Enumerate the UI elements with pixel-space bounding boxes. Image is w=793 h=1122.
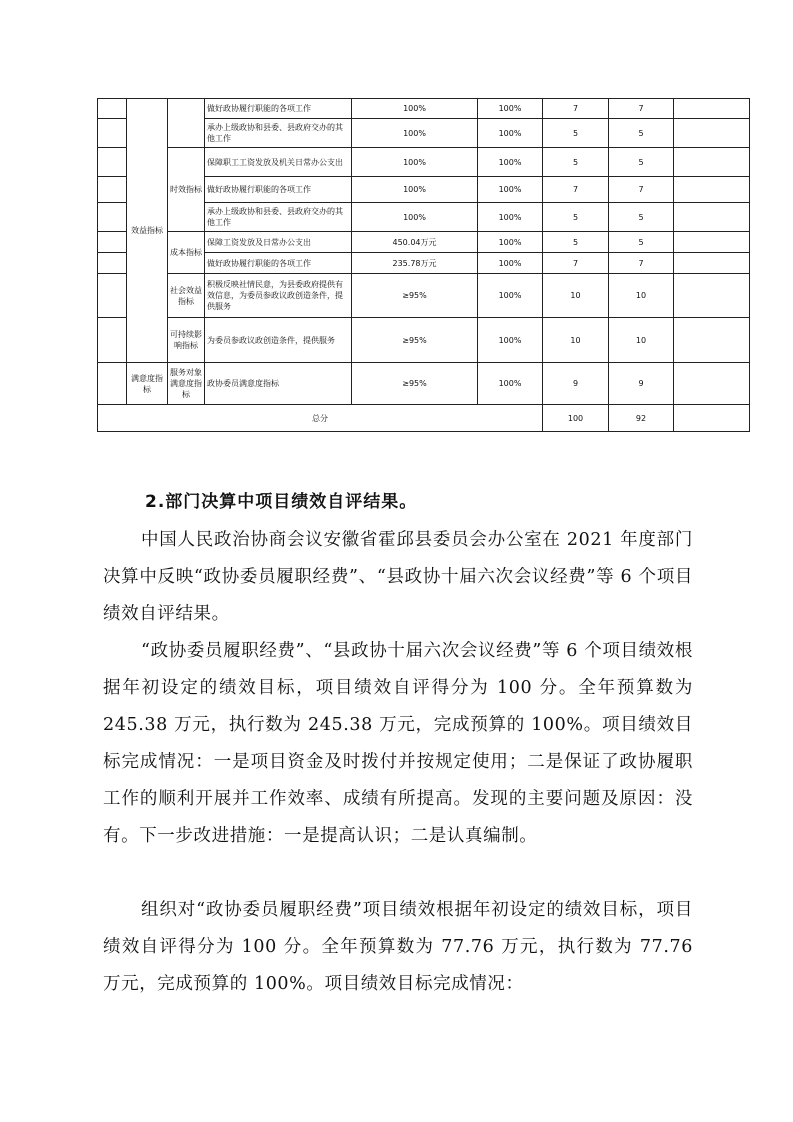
level1-benefit-label: 效益指标 <box>131 226 163 235</box>
actual-value: 100% <box>478 99 543 119</box>
level1-blank-cell <box>98 318 127 363</box>
level1-blank-cell <box>98 203 127 232</box>
score-value: 5 <box>609 148 674 177</box>
group-sustain-label: 可持续影响指标 <box>170 330 202 350</box>
actual-value: 100% <box>478 253 543 274</box>
target-value: 100% <box>352 119 478 148</box>
remark-cell <box>674 318 750 363</box>
level1-blank-cell <box>98 253 127 274</box>
remark-cell <box>674 405 750 432</box>
indicator-name: 保障工资发放及日常办公支出 <box>205 232 352 253</box>
weight-value: 9 <box>543 363 609 405</box>
group-timeliness-label: 时效指标 <box>170 185 202 194</box>
target-value: 235.78万元 <box>352 253 478 274</box>
weight-value: 5 <box>543 119 609 148</box>
score-value: 9 <box>609 363 674 405</box>
actual-value: 100% <box>478 119 543 148</box>
remark-cell <box>674 232 750 253</box>
remark-cell <box>674 274 750 318</box>
group-service-label: 服务对象满意度指标 <box>170 368 202 399</box>
group-sustain-cell <box>168 318 205 363</box>
remark-cell <box>674 363 750 405</box>
table-row <box>98 274 750 318</box>
table-row <box>98 363 750 405</box>
total-score: 92 <box>609 405 674 432</box>
level1-blank-cell <box>98 119 127 148</box>
level1-blank-cell <box>98 148 127 177</box>
score-value: 10 <box>609 318 674 363</box>
paragraph-3: 组织对“政协委员履职经费”项目绩效根据年初设定的绩效目标，项目绩效自评得分为 100 分。全年预算数为 77.76 万元，执行数为 77.76 万元，完成预算的 100%。项目绩效目标完成情况： <box>103 900 693 994</box>
performance-table <box>97 98 750 432</box>
score-value: 5 <box>609 119 674 148</box>
actual-value: 100% <box>478 274 543 318</box>
indicator-name: 承办上级政协和县委、县政府交办的其他工作 <box>205 203 352 232</box>
actual-value: 100% <box>478 232 543 253</box>
score-value: 7 <box>609 253 674 274</box>
level1-blank-cell <box>98 274 127 318</box>
remark-cell <box>674 99 750 119</box>
indicator-name: 积极反映社情民意，为县委政府提供有效信息，为委员参政议政创造条件，提供服务 <box>205 274 352 318</box>
indicator-name: 做好政协履行职能的各项工作 <box>205 99 352 119</box>
group-cost-cell <box>168 232 205 274</box>
group-cost-label: 成本指标 <box>170 248 202 257</box>
actual-value: 100% <box>478 148 543 177</box>
indicator-name: 为委员参政议政创造条件，提供服务 <box>205 318 352 363</box>
score-value: 5 <box>609 232 674 253</box>
group-social-label: 社会效益指标 <box>170 285 202 306</box>
target-value: ≥95% <box>352 274 478 318</box>
target-value: ≥95% <box>352 363 478 405</box>
group-social-cell <box>168 274 205 318</box>
table-row <box>98 99 750 119</box>
target-value: 100% <box>352 177 478 203</box>
level1-blank-cell <box>98 99 127 119</box>
target-value: 100% <box>352 148 478 177</box>
indicator-name: 承办上级政协和县委、县政府交办的其他工作 <box>205 119 352 148</box>
weight-value: 5 <box>543 203 609 232</box>
total-weight: 100 <box>543 405 609 432</box>
weight-value: 7 <box>543 177 609 203</box>
paragraph-1: 中国人民政治协商会议安徽省霍邱县委员会办公室在 2021 年度部门决算中反映“政协委员履职经费”、“县政协十届六次会议经费”等 6 个项目绩效自评结果。 <box>103 530 693 624</box>
table-row <box>98 148 750 177</box>
target-value: ≥95% <box>352 318 478 363</box>
score-value: 10 <box>609 274 674 318</box>
weight-value: 7 <box>543 99 609 119</box>
paragraph-2: “政协委员履职经费”、“县政协十届六次会议经费”等 6 个项目绩效根据年初设定的绩效目标，项目绩效自评得分为 100 分。全年预算数为 245.38 万元，执行数为 245.38 万元，完成预算的 100%。项目绩效目标完成情况：一是项目资金及时拨付并按规定使用；二是保证了政协履职工作的顺利开展并工作效率、成绩有所提高。发现的主要问题及原因：没有。下一步改进措施：一是提高认识；二是认真编制。 <box>103 641 693 846</box>
table-row <box>98 318 750 363</box>
level1-blank-cell <box>98 177 127 203</box>
level1-satisfaction-cell <box>127 363 168 405</box>
target-value: 100% <box>352 99 478 119</box>
actual-value: 100% <box>478 177 543 203</box>
level1-satisfaction-label: 满意度指标 <box>131 373 163 394</box>
indicator-name: 做好政协履行职能的各项工作 <box>205 177 352 203</box>
remark-cell <box>674 253 750 274</box>
actual-value: 100% <box>478 318 543 363</box>
score-value: 7 <box>609 177 674 203</box>
remark-cell <box>674 203 750 232</box>
level1-blank-cell <box>98 232 127 253</box>
indicator-name: 政协委员满意度指标 <box>205 363 352 405</box>
actual-value: 100% <box>478 363 543 405</box>
remark-cell <box>674 148 750 177</box>
target-value: 450.04万元 <box>352 232 478 253</box>
total-row <box>98 405 750 432</box>
target-value: 100% <box>352 203 478 232</box>
level1-benefit-cell <box>127 99 168 363</box>
weight-value: 5 <box>543 232 609 253</box>
total-label: 总分 <box>98 405 543 432</box>
indicator-name: 保障职工工资发放及机关日常办公支出 <box>205 148 352 177</box>
weight-value: 10 <box>543 274 609 318</box>
remark-cell <box>674 177 750 203</box>
actual-value: 100% <box>478 203 543 232</box>
weight-value: 10 <box>543 318 609 363</box>
indicator-name: 做好政协履行职能的各项工作 <box>205 253 352 274</box>
score-value: 5 <box>609 203 674 232</box>
score-value: 7 <box>609 99 674 119</box>
weight-value: 5 <box>543 148 609 177</box>
group-timeliness-cell <box>168 148 205 232</box>
level1-blank-cell <box>98 363 127 405</box>
remark-cell <box>674 119 750 148</box>
group-cell <box>168 99 205 148</box>
section-heading: 2.部门决算中项目绩效自评结果。 <box>145 492 418 512</box>
group-service-cell <box>168 363 205 405</box>
table-row <box>98 232 750 253</box>
weight-value: 7 <box>543 253 609 274</box>
